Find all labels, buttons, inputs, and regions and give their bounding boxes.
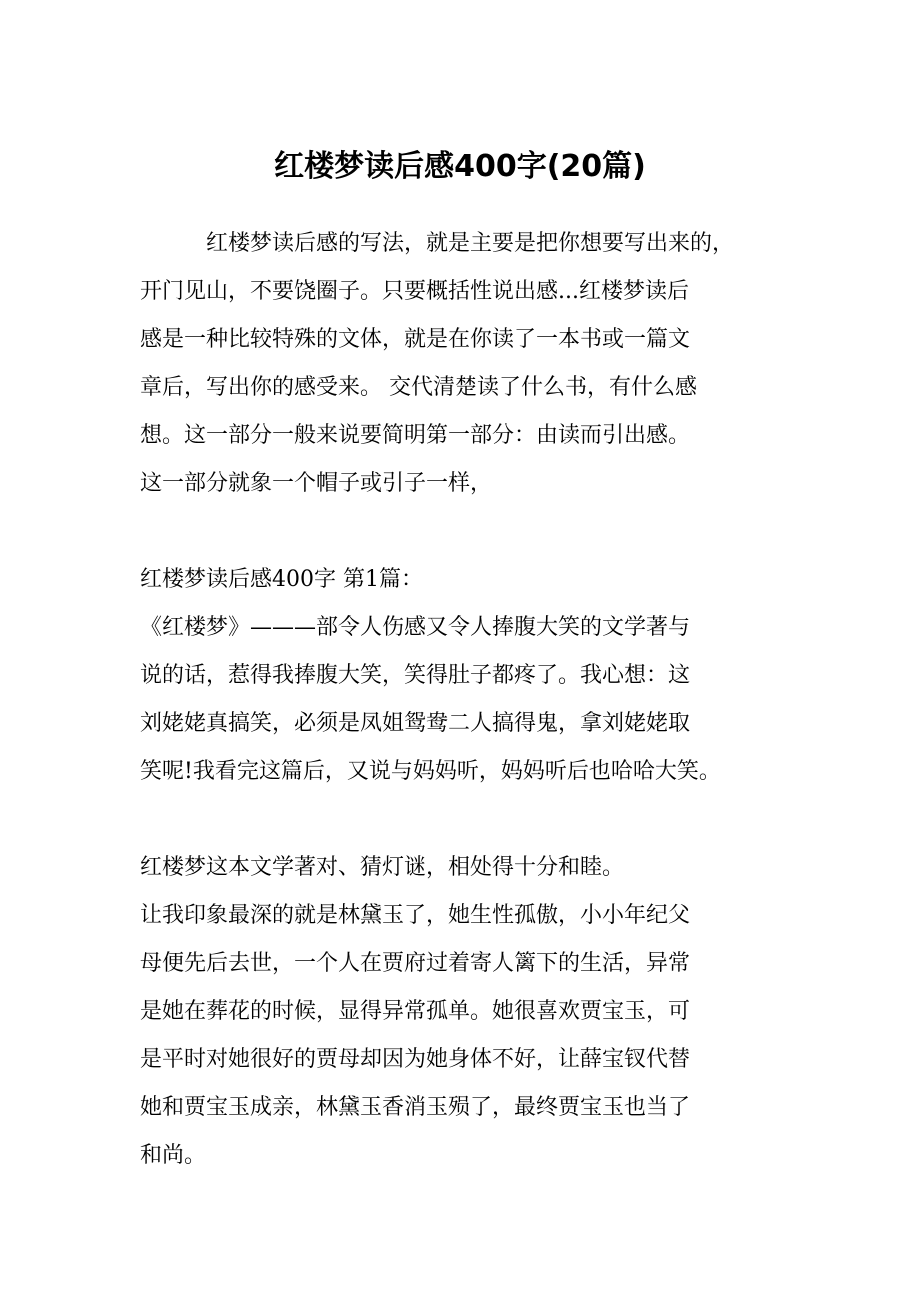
section1-line: 说的话，惹得我捧腹大笑，笑得肚子都疼了。我心想：这: [140, 663, 691, 688]
intro-line: 感是一种比较特殊的文体，就是在你读了一本书或一篇文: [140, 327, 691, 352]
section-heading: 红楼梦读后感400字 第1篇：: [140, 567, 423, 592]
section2-line: 是平时对她很好的贾母却因为她身体不好，让薛宝钗代替: [140, 1047, 691, 1072]
section1-line: 笑呢!我看完这篇后，又说与妈妈听，妈妈听后也哈哈大笑。: [140, 759, 721, 784]
section1-line: 《红楼梦》———部令人伤感又令人捧腹大笑的文学著与: [140, 615, 691, 640]
intro-line: 红楼梦读后感的写法，就是主要是把你想要写出来的，: [206, 231, 735, 256]
intro-line: 开门见山，不要饶圈子。只要概括性说出感...红楼梦读后: [140, 279, 689, 304]
section2-line: 让我印象最深的就是林黛玉了，她生性孤傲，小小年纪父: [140, 903, 691, 928]
section2-line: 和尚。: [140, 1143, 207, 1168]
document-title: 红楼梦读后感400字(20篇): [274, 149, 646, 184]
section2-line: 母便先后去世，一个人在贾府过着寄人篱下的生活，异常: [140, 951, 691, 976]
section1-line: 刘姥姥真搞笑，必须是凤姐鸳鸯二人搞得鬼，拿刘姥姥取: [140, 711, 691, 736]
intro-line: 这一部分就象一个帽子或引子一样，: [140, 471, 493, 496]
intro-line: 想。这一部分一般来说要简明第一部分：由读而引出感。: [140, 423, 691, 448]
section2-line: 是她在葬花的时候，显得异常孤单。她很喜欢贾宝玉，可: [140, 999, 691, 1024]
intro-line: 章后，写出你的感受来。 交代清楚读了什么书，有什么感: [140, 375, 697, 400]
section2-line: 她和贾宝玉成亲，林黛玉香消玉殒了，最终贾宝玉也当了: [140, 1095, 691, 1120]
section2-line: 红楼梦这本文学著对、猜灯谜，相处得十分和睦。: [140, 855, 625, 880]
